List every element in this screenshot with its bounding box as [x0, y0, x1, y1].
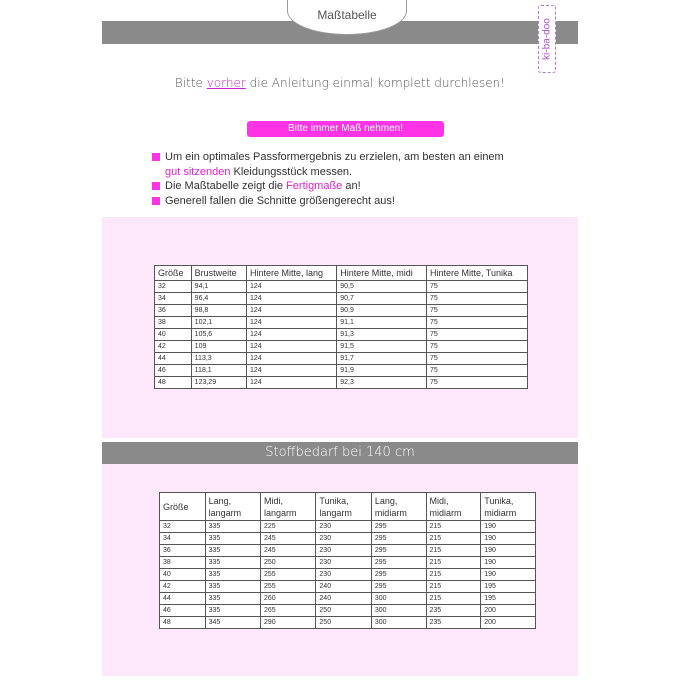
- table-header-cell: Brustweite: [191, 266, 246, 281]
- table-cell: 42: [160, 581, 206, 593]
- table-cell: 230: [316, 557, 371, 569]
- table-cell: 295: [371, 557, 426, 569]
- table-cell: 36: [160, 545, 206, 557]
- table-header-cell: [316, 493, 371, 521]
- table-row: [155, 353, 528, 365]
- bullet-list: [152, 150, 532, 208]
- table-header-cell: Hintere Mitte, Tunika: [426, 266, 527, 281]
- header-line: Tunika,: [319, 495, 349, 506]
- table-row: [160, 617, 536, 629]
- header-line: midiarm: [429, 507, 462, 518]
- table-row: [160, 545, 536, 557]
- table-cell: 124: [246, 329, 336, 341]
- table-cell: 44: [160, 593, 206, 605]
- table-cell: 335: [205, 593, 260, 605]
- table-cell: 295: [371, 521, 426, 533]
- table-cell: 91,5: [337, 341, 427, 353]
- table-header-cell: [160, 493, 206, 521]
- table-cell: 335: [205, 569, 260, 581]
- table-cell: 335: [205, 533, 260, 545]
- table-cell: 90,9: [337, 305, 427, 317]
- table-cell: 92,3: [337, 377, 427, 389]
- table-cell: 215: [426, 593, 481, 605]
- table-row: [155, 377, 528, 389]
- table-cell: 300: [371, 617, 426, 629]
- table-cell: 240: [316, 593, 371, 605]
- header-line: Midi,: [429, 495, 449, 506]
- bullet-text: an!: [342, 180, 361, 192]
- table-row: [160, 605, 536, 617]
- header-line: midiarm: [484, 507, 517, 518]
- table-row: [155, 365, 528, 377]
- table-cell: 44: [155, 353, 192, 365]
- table-cell: 230: [316, 569, 371, 581]
- instruction-before: Bitte: [174, 76, 207, 90]
- table-cell: 240: [316, 581, 371, 593]
- table-cell: 75: [426, 341, 527, 353]
- table-cell: 123,29: [191, 377, 246, 389]
- table-cell: 235: [426, 617, 481, 629]
- table-cell: 124: [246, 281, 336, 293]
- table-cell: 250: [316, 617, 371, 629]
- table-cell: 215: [426, 521, 481, 533]
- table-cell: 34: [160, 533, 206, 545]
- table-cell: 75: [426, 305, 527, 317]
- table-cell: 260: [261, 593, 316, 605]
- table-cell: 255: [261, 581, 316, 593]
- table-cell: 124: [246, 353, 336, 365]
- table-row: [160, 533, 536, 545]
- table-header-cell: [261, 493, 316, 521]
- table-row: [160, 557, 536, 569]
- table-cell: 200: [481, 605, 536, 617]
- table-cell: 290: [261, 617, 316, 629]
- brand-logo: [538, 5, 556, 73]
- table-cell: 235: [426, 605, 481, 617]
- table-cell: 124: [246, 341, 336, 353]
- table-cell: 335: [205, 581, 260, 593]
- table-cell: 75: [426, 365, 527, 377]
- table-cell: 300: [371, 593, 426, 605]
- table-cell: 118,1: [191, 365, 246, 377]
- table-cell: 124: [246, 305, 336, 317]
- header-line: midiarm: [374, 507, 407, 518]
- header-line: Midi,: [264, 495, 284, 506]
- table-cell: 345: [205, 617, 260, 629]
- table-cell: 75: [426, 377, 527, 389]
- table-cell: 195: [481, 581, 536, 593]
- table-cell: 90,5: [337, 281, 427, 293]
- bullet-text: Die Maßtabelle zeigt die: [165, 180, 287, 192]
- table-cell: 195: [481, 593, 536, 605]
- table-cell: 335: [205, 557, 260, 569]
- bullet-text: Generell fallen die Schnitte größengerecht aus!: [165, 194, 395, 207]
- table-cell: 335: [205, 605, 260, 617]
- table-header-cell: Hintere Mitte, midi: [337, 266, 427, 281]
- header-line: Größe: [163, 501, 189, 512]
- bullet-item: [152, 179, 532, 194]
- bullet-highlight: gut sitzenden: [165, 165, 231, 178]
- table-cell: 32: [160, 521, 206, 533]
- instruction-emphasis: vorher: [206, 76, 246, 90]
- table-cell: 190: [481, 545, 536, 557]
- table-cell: 124: [246, 293, 336, 305]
- table-header-cell: [371, 493, 426, 521]
- table-cell: 230: [316, 533, 371, 545]
- table-cell: 190: [481, 521, 536, 533]
- table-row: [155, 329, 528, 341]
- table-cell: 215: [426, 569, 481, 581]
- table-cell: 215: [426, 581, 481, 593]
- table-cell: 295: [371, 569, 426, 581]
- table-cell: 295: [371, 581, 426, 593]
- table-cell: 124: [246, 365, 336, 377]
- table-cell: 32: [155, 281, 192, 293]
- table-cell: 190: [481, 557, 536, 569]
- table-row: [155, 317, 528, 329]
- table-cell: 75: [426, 353, 527, 365]
- table-cell: 109: [191, 341, 246, 353]
- table-cell: 200: [481, 617, 536, 629]
- table-row: [160, 581, 536, 593]
- header-line: langarm: [319, 507, 352, 518]
- page-title: Maßtabelle: [287, 0, 407, 35]
- table-cell: 40: [160, 569, 206, 581]
- table-cell: 34: [155, 293, 192, 305]
- fabric-table: [159, 492, 536, 629]
- table-cell: 98,8: [191, 305, 246, 317]
- table-cell: 124: [246, 317, 336, 329]
- table-cell: 38: [155, 317, 192, 329]
- table-row: [155, 341, 528, 353]
- table-header-cell: [481, 493, 536, 521]
- table-cell: 38: [160, 557, 206, 569]
- table-cell: 300: [371, 605, 426, 617]
- table-cell: 91,1: [337, 317, 427, 329]
- table-cell: 75: [426, 281, 527, 293]
- measure-banner: Bitte immer Maß nehmen!: [247, 121, 444, 137]
- size-table: [154, 265, 528, 389]
- table-cell: 295: [371, 533, 426, 545]
- table-cell: 230: [316, 545, 371, 557]
- table-cell: 90,7: [337, 293, 427, 305]
- table-cell: 215: [426, 557, 481, 569]
- table-row: [160, 593, 536, 605]
- table-cell: 48: [155, 377, 192, 389]
- table-cell: 335: [205, 545, 260, 557]
- table-cell: 42: [155, 341, 192, 353]
- table-cell: 75: [426, 293, 527, 305]
- bullet-text: Um ein optimales Passformergebnis zu erzielen, am besten an einem: [165, 151, 504, 163]
- table-cell: 105,6: [191, 329, 246, 341]
- fabric-section-title: Stoffbedarf bei 140 cm: [102, 442, 578, 464]
- table-cell: 48: [160, 617, 206, 629]
- table-cell: 94,1: [191, 281, 246, 293]
- table-cell: 215: [426, 545, 481, 557]
- instruction-after: die Anleitung einmal komplett durchlesen!: [245, 76, 506, 90]
- header-line: langarm: [264, 507, 297, 518]
- table-cell: 245: [261, 533, 316, 545]
- table-cell: 295: [371, 545, 426, 557]
- table-header-cell: [205, 493, 260, 521]
- table-cell: 91,9: [337, 365, 427, 377]
- table-cell: 113,3: [191, 353, 246, 365]
- table-cell: 245: [261, 545, 316, 557]
- bullet-item: [152, 150, 532, 179]
- table-cell: 75: [426, 317, 527, 329]
- bullet-highlight: Fertigmaße: [286, 180, 343, 192]
- bullet-text: Kleidungsstück messen.: [230, 165, 353, 178]
- header-line: Lang,: [208, 495, 232, 506]
- table-cell: 36: [155, 305, 192, 317]
- header-line: langarm: [208, 507, 242, 518]
- table-cell: 225: [261, 521, 316, 533]
- table-cell: 124: [246, 377, 336, 389]
- table-cell: 250: [316, 605, 371, 617]
- header-line: Tunika,: [484, 495, 514, 506]
- table-row: [155, 293, 528, 305]
- table-cell: 265: [261, 605, 316, 617]
- table-cell: 46: [160, 605, 206, 617]
- table-cell: 75: [426, 329, 527, 341]
- table-cell: 230: [316, 521, 371, 533]
- table-row: [160, 521, 536, 533]
- table-cell: 255: [261, 569, 316, 581]
- table-cell: 250: [261, 557, 316, 569]
- header-line: Lang,: [374, 495, 398, 506]
- table-cell: 46: [155, 365, 192, 377]
- table-cell: 190: [481, 533, 536, 545]
- table-cell: 96,4: [191, 293, 246, 305]
- table-cell: 335: [205, 521, 260, 533]
- table-header-cell: Hintere Mitte, lang: [246, 266, 336, 281]
- table-cell: 40: [155, 329, 192, 341]
- table-header-cell: [426, 493, 481, 521]
- table-cell: 102,1: [191, 317, 246, 329]
- table-cell: 91,7: [337, 353, 427, 365]
- table-cell: 91,3: [337, 329, 427, 341]
- table-header-cell: Größe: [155, 266, 192, 281]
- bullet-item: [152, 194, 532, 209]
- table-row: [155, 305, 528, 317]
- instruction-line: [0, 76, 680, 90]
- table-cell: 190: [481, 569, 536, 581]
- logo-text: ki-ba-doo: [541, 18, 553, 60]
- table-cell: 215: [426, 533, 481, 545]
- table-row: [155, 281, 528, 293]
- table-row: [160, 569, 536, 581]
